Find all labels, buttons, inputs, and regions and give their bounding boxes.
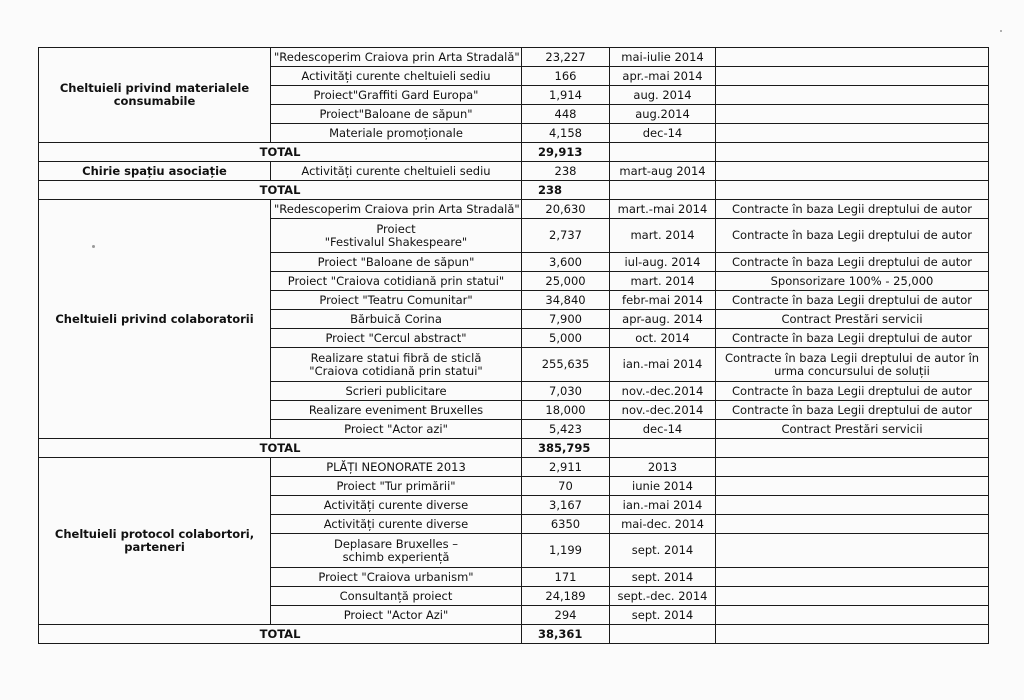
- period-cell: ian.-mai 2014: [610, 496, 716, 515]
- period-cell: nov.-dec.2014: [610, 382, 716, 401]
- empty-cell: [610, 181, 716, 200]
- description-cell: Scrieri publicitare: [271, 382, 522, 401]
- notes-cell: [716, 496, 989, 515]
- description-cell: Activități curente diverse: [271, 515, 522, 534]
- period-cell: mart.-mai 2014: [610, 200, 716, 219]
- total-value: 385,795: [522, 439, 610, 458]
- notes-cell: [716, 606, 989, 625]
- table-row: [39, 48, 989, 67]
- amount-cell: 24,189: [522, 587, 610, 606]
- total-value: 238: [522, 181, 610, 200]
- period-cell: 2013: [610, 458, 716, 477]
- description-cell: Proiect"Baloane de săpun": [271, 105, 522, 124]
- notes-cell: Contracte în baza Legii dreptului de autor: [716, 291, 989, 310]
- amount-cell: 171: [522, 568, 610, 587]
- description-cell: PLĂȚI NEONORATE 2013: [271, 458, 522, 477]
- amount-cell: 7,900: [522, 310, 610, 329]
- period-cell: sept.-dec. 2014: [610, 587, 716, 606]
- amount-cell: 23,227: [522, 48, 610, 67]
- notes-cell: [716, 105, 989, 124]
- amount-cell: 6350: [522, 515, 610, 534]
- amount-cell: 18,000: [522, 401, 610, 420]
- category-cell: Cheltuieli protocol colabortori, parteneri: [39, 458, 271, 625]
- notes-cell: [716, 48, 989, 67]
- period-cell: aug.2014: [610, 105, 716, 124]
- amount-cell: 294: [522, 606, 610, 625]
- amount-cell: 25,000: [522, 272, 610, 291]
- notes-cell: Contracte în baza Legii dreptului de autor: [716, 200, 989, 219]
- period-cell: mai-dec. 2014: [610, 515, 716, 534]
- period-cell: sept. 2014: [610, 534, 716, 568]
- notes-cell: Contract Prestări servicii: [716, 310, 989, 329]
- period-cell: mart. 2014: [610, 272, 716, 291]
- description-cell: Proiect "Craiova cotidiană prin statui": [271, 272, 522, 291]
- empty-cell: [716, 181, 989, 200]
- table-row: [39, 458, 989, 477]
- description-cell: Proiect "Teatru Comunitar": [271, 291, 522, 310]
- amount-cell: 20,630: [522, 200, 610, 219]
- description-cell: Materiale promoționale: [271, 124, 522, 143]
- total-label: TOTAL: [39, 439, 522, 458]
- total-row: [39, 143, 989, 162]
- description-cell: Realizare statui fibră de sticlă "Craiova cotidiană prin statui": [271, 348, 522, 382]
- period-cell: iul-aug. 2014: [610, 253, 716, 272]
- period-cell: dec-14: [610, 124, 716, 143]
- amount-cell: 1,199: [522, 534, 610, 568]
- total-value: 29,913: [522, 143, 610, 162]
- notes-cell: Contracte în baza Legii dreptului de autor: [716, 219, 989, 253]
- description-cell: Proiect"Graffiti Gard Europa": [271, 86, 522, 105]
- period-cell: nov.-dec.2014: [610, 401, 716, 420]
- description-cell: Proiect "Cercul abstract": [271, 329, 522, 348]
- amount-cell: 238: [522, 162, 610, 181]
- amount-cell: 70: [522, 477, 610, 496]
- total-row: [39, 625, 989, 644]
- category-cell: Chirie spațiu asociație: [39, 162, 271, 181]
- category-cell: Cheltuieli privind materialele consumabile: [39, 48, 271, 143]
- amount-cell: 166: [522, 67, 610, 86]
- notes-cell: Contract Prestări servicii: [716, 420, 989, 439]
- period-cell: mart. 2014: [610, 219, 716, 253]
- period-cell: febr-mai 2014: [610, 291, 716, 310]
- total-value: 38,361: [522, 625, 610, 644]
- category-cell: Cheltuieli privind colaboratorii: [39, 200, 271, 439]
- description-cell: Activități curente diverse: [271, 496, 522, 515]
- empty-cell: [610, 143, 716, 162]
- description-cell: Proiect "Baloane de săpun": [271, 253, 522, 272]
- total-label: TOTAL: [39, 143, 522, 162]
- amount-cell: 3,600: [522, 253, 610, 272]
- table-row: [39, 200, 989, 219]
- description-cell: Consultanță proiect: [271, 587, 522, 606]
- description-cell: Proiect "Tur primării": [271, 477, 522, 496]
- period-cell: iunie 2014: [610, 477, 716, 496]
- notes-cell: Contracte în baza Legii dreptului de autor: [716, 253, 989, 272]
- scan-speck: [1000, 30, 1002, 32]
- period-cell: aug. 2014: [610, 86, 716, 105]
- empty-cell: [610, 625, 716, 644]
- notes-cell: [716, 162, 989, 181]
- notes-cell: Contracte în baza Legii dreptului de autor: [716, 401, 989, 420]
- description-cell: Deplasare Bruxelles – schimb experiență: [271, 534, 522, 568]
- notes-cell: [716, 515, 989, 534]
- amount-cell: 5,000: [522, 329, 610, 348]
- empty-cell: [610, 439, 716, 458]
- amount-cell: 1,914: [522, 86, 610, 105]
- period-cell: dec-14: [610, 420, 716, 439]
- amount-cell: 2,737: [522, 219, 610, 253]
- total-row: [39, 181, 989, 200]
- notes-cell: Contracte în baza Legii dreptului de autor: [716, 329, 989, 348]
- table-row: [39, 162, 989, 181]
- description-cell: "Redescoperim Craiova prin Arta Stradală": [271, 48, 522, 67]
- description-cell: Activități curente cheltuieli sediu: [271, 67, 522, 86]
- description-cell: "Redescoperim Craiova prin Arta Stradală": [271, 200, 522, 219]
- notes-cell: [716, 477, 989, 496]
- empty-cell: [716, 439, 989, 458]
- description-cell: Bărbuică Corina: [271, 310, 522, 329]
- notes-cell: Contracte în baza Legii dreptului de autor: [716, 382, 989, 401]
- notes-cell: [716, 534, 989, 568]
- amount-cell: 34,840: [522, 291, 610, 310]
- description-cell: Proiect "Actor Azi": [271, 606, 522, 625]
- expenses-table-body: [39, 48, 989, 644]
- description-cell: Activități curente cheltuieli sediu: [271, 162, 522, 181]
- period-cell: oct. 2014: [610, 329, 716, 348]
- amount-cell: 5,423: [522, 420, 610, 439]
- amount-cell: 2,911: [522, 458, 610, 477]
- notes-cell: [716, 67, 989, 86]
- period-cell: sept. 2014: [610, 606, 716, 625]
- description-cell: Proiect "Festivalul Shakespeare": [271, 219, 522, 253]
- total-label: TOTAL: [39, 181, 522, 200]
- description-cell: Realizare eveniment Bruxelles: [271, 401, 522, 420]
- notes-cell: [716, 124, 989, 143]
- amount-cell: 3,167: [522, 496, 610, 515]
- notes-cell: [716, 587, 989, 606]
- period-cell: sept. 2014: [610, 568, 716, 587]
- period-cell: apr-aug. 2014: [610, 310, 716, 329]
- total-row: [39, 439, 989, 458]
- period-cell: apr.-mai 2014: [610, 67, 716, 86]
- expenses-table: [38, 47, 989, 644]
- period-cell: mart-aug 2014: [610, 162, 716, 181]
- amount-cell: 7,030: [522, 382, 610, 401]
- notes-cell: [716, 86, 989, 105]
- notes-cell: [716, 568, 989, 587]
- scan-speck: [92, 245, 95, 248]
- description-cell: Proiect "Craiova urbanism": [271, 568, 522, 587]
- description-cell: Proiect "Actor azi": [271, 420, 522, 439]
- amount-cell: 255,635: [522, 348, 610, 382]
- empty-cell: [716, 143, 989, 162]
- amount-cell: 448: [522, 105, 610, 124]
- empty-cell: [716, 625, 989, 644]
- total-label: TOTAL: [39, 625, 522, 644]
- notes-cell: Contracte în baza Legii dreptului de autor în urma concursului de soluții: [716, 348, 989, 382]
- amount-cell: 4,158: [522, 124, 610, 143]
- notes-cell: [716, 458, 989, 477]
- period-cell: ian.-mai 2014: [610, 348, 716, 382]
- notes-cell: Sponsorizare 100% - 25,000: [716, 272, 989, 291]
- period-cell: mai-iulie 2014: [610, 48, 716, 67]
